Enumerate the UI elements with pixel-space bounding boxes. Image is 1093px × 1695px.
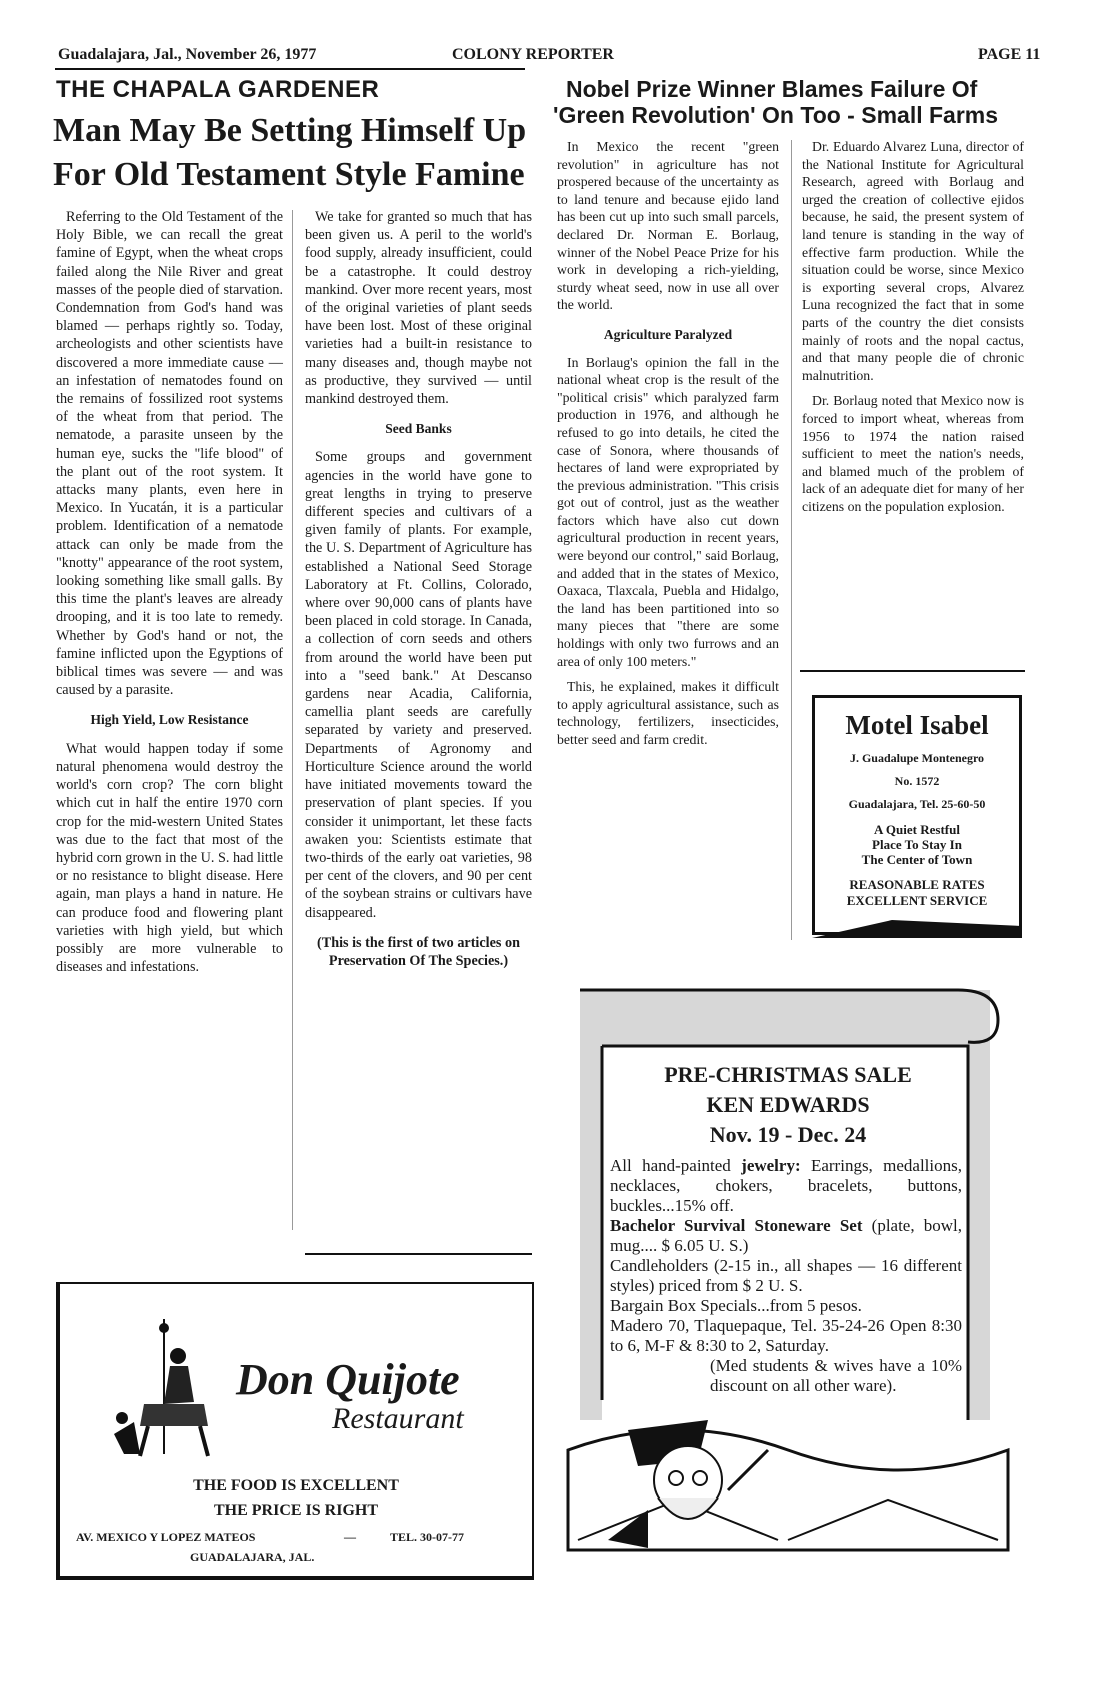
sale-body: [610, 1156, 962, 1396]
jewelry-label: jewelry:: [741, 1156, 801, 1175]
gardener-column-1: [56, 208, 283, 984]
address-dash: —: [344, 1530, 356, 1544]
gardener-column-2: [305, 208, 532, 978]
restaurant-city: GUADALAJARA, JAL.: [190, 1550, 315, 1564]
sale-title: PRE-CHRISTMAS SALE: [664, 1062, 912, 1087]
sale-address-hours: Madero 70, Tlaquepaque, Tel. 35-24-26 Open 8:30 to 6, M-F & 8:30 to 2, Saturday.: [610, 1316, 962, 1355]
series-note: (This is the first of two articles on Preservation Of The Species.): [317, 934, 520, 969]
motel-tagline-1: A Quiet Restful: [874, 822, 960, 837]
motel-street: J. Guadalupe Montenegro: [849, 751, 985, 765]
motel-tagline-3: The Center of Town: [861, 852, 973, 867]
restaurant-address: AV. MEXICO Y LOPEZ MATEOS: [76, 1530, 256, 1544]
motel-isabel-ad: [812, 695, 1022, 935]
sale-item-jewelry: [610, 1156, 962, 1216]
nobel-bottom-rule: [800, 670, 1025, 672]
headline-line-2: For Old Testament Style Famine: [53, 156, 525, 193]
sale-item-bargain: Bargain Box Specials...from 5 pesos.: [610, 1296, 862, 1315]
motel-tagline-2: Place To Stay In: [872, 837, 962, 852]
nobel-column-divider: [791, 140, 792, 940]
headline-line-1: Man May Be Setting Himself Up: [53, 112, 527, 149]
subhead: High Yield, Low Resistance: [90, 712, 249, 728]
paragraph: In Mexico the recent "green revolution" in agriculture has not prospered because of the uncertainty as to land tenure and because ejido land has been cut up into such small parcels, declared Dr. Norman E. Borlaug, winner of the Nobel Peace Prize for his work in developing a rich-yielding, sturdy wheat seed, now in use all over the world.: [557, 139, 779, 313]
paragraph: Dr. Borlaug noted that Mexico now is forced to import wheat, whereas from 1956 to 1974 the nation raised sufficient to meet the nation's needs, and blamed much of the problem of lack of an adequate diet for many of her citizens on the population explosion.: [802, 393, 1024, 514]
subhead: Agriculture Paralyzed: [603, 326, 733, 342]
motel-city-phone: Guadalajara, Tel. 25-60-50: [848, 797, 986, 811]
sale-discount: (Med students & wives have a 10% discount on all other ware).: [710, 1356, 962, 1395]
jewelry-items: Earrings, medallions, necklaces, chokers, bracelets, buttons, buckles...15% off.: [610, 1156, 962, 1215]
restaurant-subtitle: Restaurant: [332, 1402, 464, 1435]
motel-name: Motel Isabel: [845, 710, 989, 740]
ad-corner-shading: [812, 898, 1022, 938]
paragraph: In Borlaug's opinion the fall in the national wheat crop is the result of the "political crisis" which paralyzed farm production in 1976, and although he refused to go into details, he cited the case of Sonora, where thousands of hectares of land were expropriated by the previous administration. "This crisis got out of control, just as the weather factors which have also cut down agricultural production in recent years, were beyond our control," said Borlaug, and added that in the states of Mexico, Oaxaca, Tlaxcala, Puebla and Hidalgo, the land has been partitioned into so many pieces that "there are some holdings with only two furrows and an area of only 100 meters.": [557, 354, 779, 669]
masthead: COLONY REPORTER: [452, 46, 614, 63]
page-number: PAGE 11: [978, 46, 1041, 63]
jewelry-intro: All hand-painted: [610, 1156, 742, 1175]
paragraph: We take for granted so much that has been given us. A peril to the world's food supply, already insufficient, could be a catastrophe. It could destroy mankind. Over more recent years, most of the original varieties of plant seeds have been lost. Most of these original varieties had a built-in resistance to many diseases and, though maybe not as productive, they survived — until mankind destroyed them.: [305, 209, 532, 408]
don-quijote-figure-icon: [104, 1314, 224, 1464]
nobel-headline-2: 'Green Revolution' On Too - Small Farms: [553, 102, 999, 128]
don-quijote-ad: [56, 1282, 534, 1580]
ad-slogan-2: THE PRICE IS RIGHT: [213, 1502, 379, 1519]
column-kicker: THE CHAPALA GARDENER: [56, 76, 380, 103]
header-rule: [55, 68, 525, 70]
stoneware-label: Bachelor Survival Stoneware Set: [610, 1216, 863, 1235]
article-bottom-rule: [305, 1253, 532, 1255]
paragraph: Some groups and government agencies in the world have gone to great lengths in trying to preserve different species and cultivars of a given family of plants. For example, the U. S. Department of Agriculture has established a National Seed Storage Laboratory at Ft. Collins, Colorado, where over 90,000 cans of plants have been placed in cold storage. In Canada, a collection of corn seeds and others from around the world have been put into a "seed bank." At Descanso gardens near Acadia, California, camellia plant seeds are carefully separated by variety and preserved. Departments of Agronomy and Horticulture Science around the world have initiated movements toward the preservation of plant species. If you consider it unimportant, let these facts awaken you: Scientists estimate that two-thirds of the early oat varieties, 98 per cent of the clovers, and 90 per cent of the soybean strains or cultivars have disappeared.: [305, 449, 532, 921]
santa-writing-icon: [588, 1420, 778, 1550]
stoneware-detail: (plate, bowl, mug.... $ 6.05 U. S.): [610, 1216, 962, 1255]
motel-rates: REASONABLE RATES: [849, 877, 985, 892]
ken-edwards-ad: [558, 980, 1028, 1580]
sale-item-stoneware: [610, 1216, 962, 1256]
sale-dates: Nov. 19 - Dec. 24: [709, 1122, 867, 1147]
sale-merchant: KEN EDWARDS: [706, 1092, 870, 1117]
sale-item-candleholders: Candleholders (2-15 in., all shapes — 16 different styles) priced from $ 2 U. S.: [610, 1256, 962, 1295]
nobel-headline-1: Nobel Prize Winner Blames Failure Of: [566, 76, 978, 102]
dateline: Guadalajara, Jal., November 26, 1977: [58, 46, 317, 63]
motel-number: No. 1572: [894, 774, 940, 788]
paragraph: Dr. Eduardo Alvarez Luna, director of the National Institute for Agricultural Research, agreed with Borlaug and urged the creation of collective ejidos because, he said, the present system of land tenure is standing in the way of effective farm production. While the situation could be worse, since Mexico is exporting several crops, Alvarez Luna recognized the fact that in some parts of the country the diet consists mainly of roots and the nopal cactus, and that many people die of chronic malnutrition.: [802, 139, 1024, 383]
paragraph: What would happen today if some natural phenomena would destroy the world's corn crop? The corn blight which cut in half the entire 1970 corn crop for the mid-western United States was due to the fact that most of the hybrid corn grown in the U. S. had little or no resistance to blight disease. Here again, man plays a hand in nature. He can produce food and flowering plant varieties with high yield, but which possibly are more vulnerable to diseases and infestations.: [56, 740, 283, 976]
restaurant-phone: TEL. 30-07-77: [390, 1530, 465, 1544]
paragraph: Referring to the Old Testament of the Holy Bible, we can recall the great famine of Egypt, when the wheat crops failed along the Nile River and great masses of the people died of starvation. Condemnation from God's hand was blamed — perhaps rightly so. Today, archeologists and other scientists have discovered a more immediate cause — an infestation of nematodes found on the remains of fossilized root systems of the wheat from that period. The nematode, a parasite unseen by the human eye, sucks the "life blood" of the plant out of the root system. It attacks many plants, even here in Mexico. In Yucatán, it is a particular problem. Identification of a nematode attack can only be made from the "knotty" appearance of the root system, looking something like small galls. By this time the plant's leaves are already drooping, and it is too late to remedy. Whether by God's hand or not, the famine inflicted upon the Egyptions of biblical times was severe — and was caused by a parasite.: [56, 209, 283, 699]
nobel-column-1: [557, 138, 779, 757]
paragraph: This, he explained, makes it difficult to apply agricultural assistance, such as technology, fertilizers, insecticides, better seed and farm credit.: [557, 679, 779, 747]
subhead: Seed Banks: [385, 421, 452, 437]
motel-service: EXCELLENT SERVICE: [846, 893, 988, 908]
ad-slogan-1: THE FOOD IS EXCELLENT: [193, 1477, 399, 1494]
column-divider: [292, 210, 293, 1230]
restaurant-name: Don Quijote: [236, 1355, 460, 1404]
nobel-column-2: [802, 138, 1024, 523]
